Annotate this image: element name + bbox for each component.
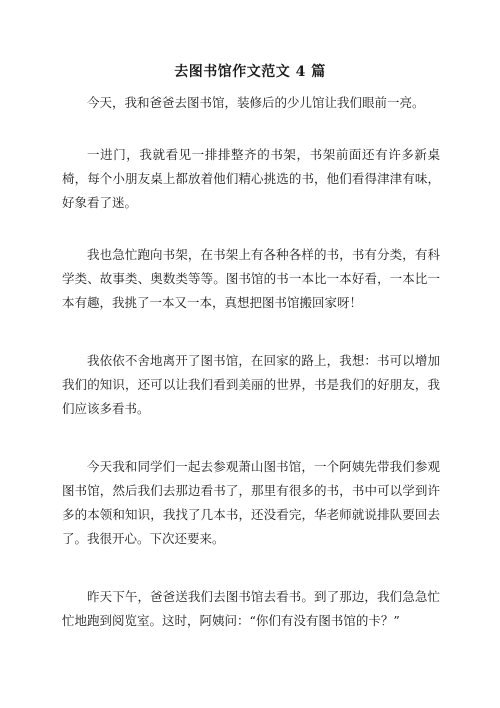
paragraph-3: 我也急忙跑向书架，在书架上有各种各样的书，书有分类，有科学类、故事类、奥数类等等。图书馆的书一本比一本好看，一本比一本有趣，我挑了一本又一本，真想把图书馆搬回家呀！ <box>62 247 440 310</box>
paragraph-5: 今天我和同学们一起去参观萧山图书馆，一个阿姨先带我们参观图书馆，然后我们去那边看书了，那里有很多的书，书中可以学到许多的本领和知识，我找了几本书，还没看完，华老师就说排队要回去了。我很开心。下次还要来。 <box>62 459 440 546</box>
paragraph-4: 我依依不舍地离开了图书馆，在回家的路上，我想：书可以增加我们的知识，还可以让我们看到美丽的世界，书是我们的好朋友，我们应该多看书。 <box>62 353 440 416</box>
paragraph-2: 一进门，我就看见一排排整齐的书架，书架前面还有许多新桌椅，每个小朋友桌上都放着他们精心挑选的书，他们看得津津有味，好象看了迷。 <box>62 147 440 210</box>
document-title: 去图书馆作文范文 4 篇 <box>174 64 326 80</box>
paragraph-1: 今天，我和爸爸去图书馆，装修后的少儿馆让我们眼前一亮。 <box>87 95 425 110</box>
paragraph-6: 昨天下午，爸爸送我们去图书馆去看书。到了那边，我们急急忙忙地跑到阅览室。这时，阿姨问：“你们有没有图书馆的卡？” <box>62 589 440 628</box>
